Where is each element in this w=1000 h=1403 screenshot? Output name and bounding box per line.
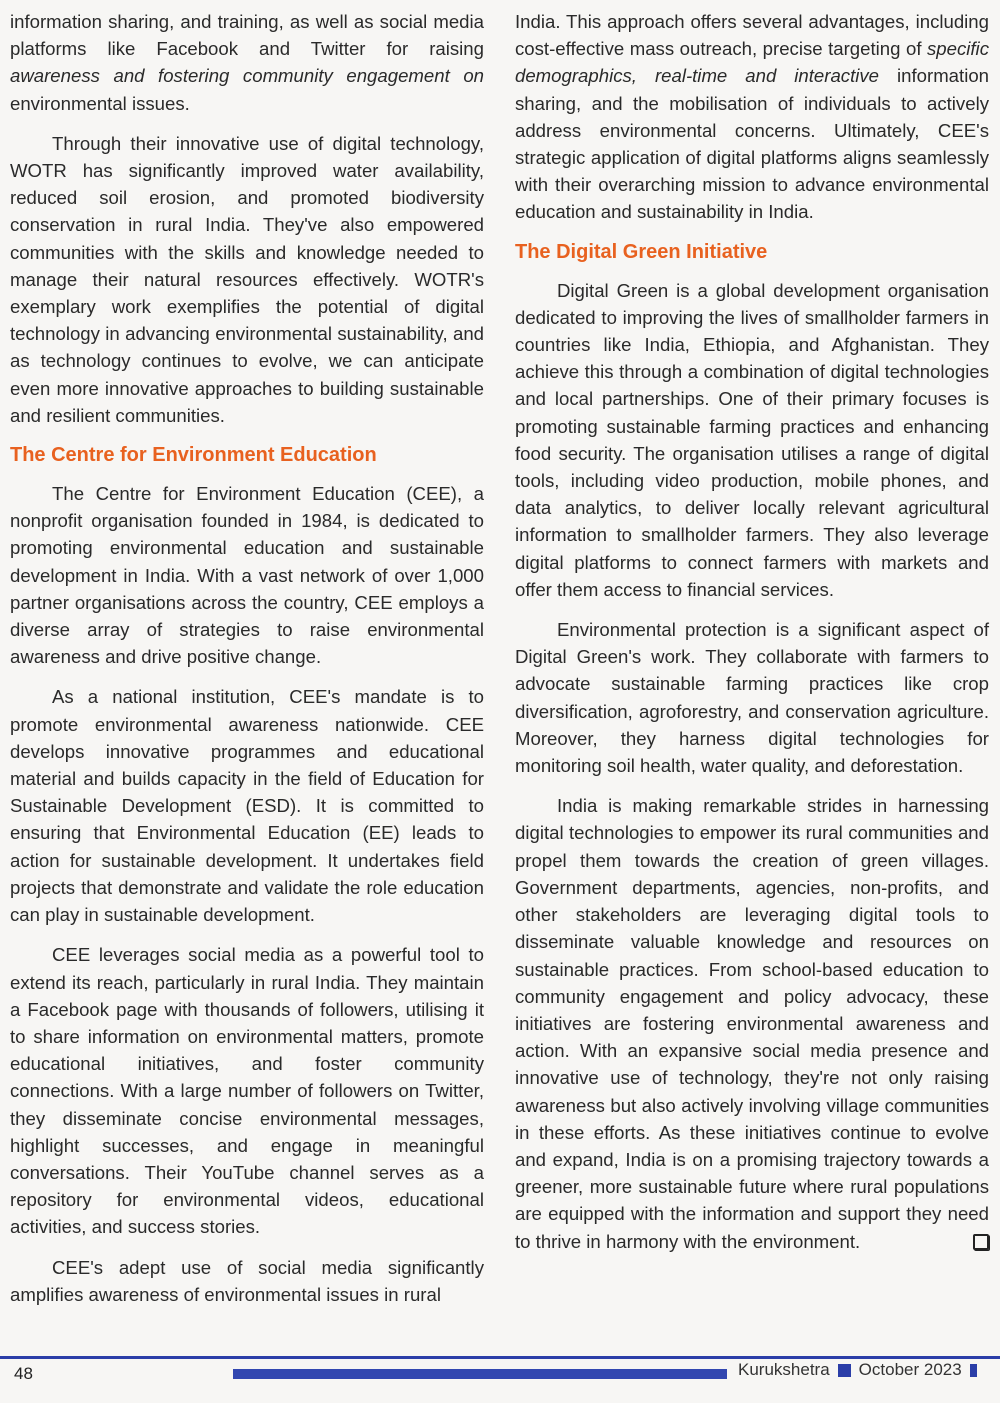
square-bullet-icon — [970, 1364, 977, 1377]
paragraph: Through their innovative use of digital technology, WOTR has significantly improved water availability, reduced soil erosion, and promoted biodiversity conservation in rural India. They've also empowered communities with the skills and knowledge needed to manage their natural resources effectively. WOTR's exemplary work exemplifies the potential of digital technology in advancing environmental sustainability, and as technology continues to evolve, we can anticipate even more innovative approaches to building sustainable and resilient communities. — [10, 132, 484, 426]
paragraph — [515, 8, 989, 226]
paragraph: The Centre for Environment Education (CEE), a nonprofit organisation founded in 1984, is dedicated to promoting environmental education and sustainable development in India. With a vast network of over 1,000 partner organisations across the country, CEE employs a diverse array of strategies to raise environmental awareness and drive positive change. — [10, 483, 484, 668]
paragraph — [10, 8, 484, 117]
right-column — [515, 8, 989, 1268]
footer-divider — [0, 1356, 1000, 1359]
paragraph: CEE's adept use of social media significantly amplifies awareness of environmental issues in rural — [10, 1256, 484, 1305]
section-heading: The Centre for Environment Education — [10, 444, 377, 467]
section-heading: The Digital Green Initiative — [515, 240, 768, 263]
magazine-name: Kurukshetra — [738, 1360, 830, 1379]
paragraph: Digital Green is a global development organisation dedicated to improving the lives of smallholder farmers in countries like India, Ethiopia, and Afghanistan. They achieve this through a combination of digital technologies and local partnerships. One of their primary focuses is promoting sustainable farming practices and enhancing food security. The organisation utilises a range of digital tools, including video production, mobile phones, and data analytics, to deliver locally relevant agricultural information to smallholder farmers. They also leverage digital platforms to connect farmers with markets and offer them access to financial services. — [515, 279, 989, 600]
paragraph: CEE leverages social media as a powerful tool to extend its reach, particularly in rural India. They maintain a Facebook page with thousands of followers, utilising it to share information on environmental matters, promote educational initiatives, and foster community connections. With a large number of followers on Twitter, they disseminate concise environmental messages, highlight successes, and engage in meaningful conversations. Their YouTube channel serves as a repository for environmental videos, educational activities, and success stories. — [10, 944, 484, 1238]
italic-text: awareness and fostering community engagement on — [10, 65, 484, 87]
text: India. This approach offers several advantages, including cost-effective mass outreach, precise targeting of — [515, 11, 989, 60]
paragraph — [515, 792, 989, 1254]
footer-masthead — [738, 1360, 977, 1380]
left-column — [10, 8, 484, 1321]
footer-bar — [233, 1369, 727, 1379]
text: information sharing, and the mobilisation of individuals to actively address environmental concerns. Ultimately, CEE's strategic application of digital platforms aligns seamlessly with their overarching mission to advance environmental education and sustainability in India. — [515, 65, 990, 223]
italic-text: specific demographics, real-time and interactive — [515, 38, 989, 87]
text: India is making remarkable strides in harnessing digital technologies to empower its rural communities and propel them towards the creation of green villages. Government departments, agencies, non-profits, and other stakeholders are leveraging digital tools to disseminate valuable knowledge and resources on sustainable practices. From school-based education to community engagement and policy advocacy, these initiatives are fostering environmental awareness and action. With an expansive social media presence and innovative use of technology, they're not only raising awareness but also actively involving village communities in these efforts. As these initiatives continue to evolve and expand, India is on a promising trajectory towards a greener, more sustainable future where rural populations are equipped with the information and support they need to thrive in harmony with the environment. — [515, 795, 989, 1252]
text: environmental issues. — [10, 92, 190, 114]
end-of-article-icon — [973, 1234, 989, 1250]
square-bullet-icon — [838, 1364, 851, 1377]
text: information sharing, and training, as well as social media platforms like Facebook and Twitter for raising — [10, 11, 484, 60]
issue-date: October 2023 — [858, 1360, 962, 1379]
paragraph: Environmental protection is a significant aspect of Digital Green's work. They collaborate with farmers to advocate sustainable farming practices like crop diversification, agroforestry, and conservation agriculture. Moreover, they harness digital technologies for monitoring soil health, water quality, and deforestation. — [515, 619, 989, 777]
page-number: 48 — [14, 1364, 33, 1383]
paragraph: As a national institution, CEE's mandate is to promote environmental awareness nationwide. CEE develops innovative programmes and educational material and builds capacity in the field of Education for Sustainable Development (ESD). It is committed to ensuring that Environmental Education (EE) leads to action for sustainable development. It undertakes field projects that demonstrate and validate the role education can play in sustainable development. — [10, 686, 484, 926]
